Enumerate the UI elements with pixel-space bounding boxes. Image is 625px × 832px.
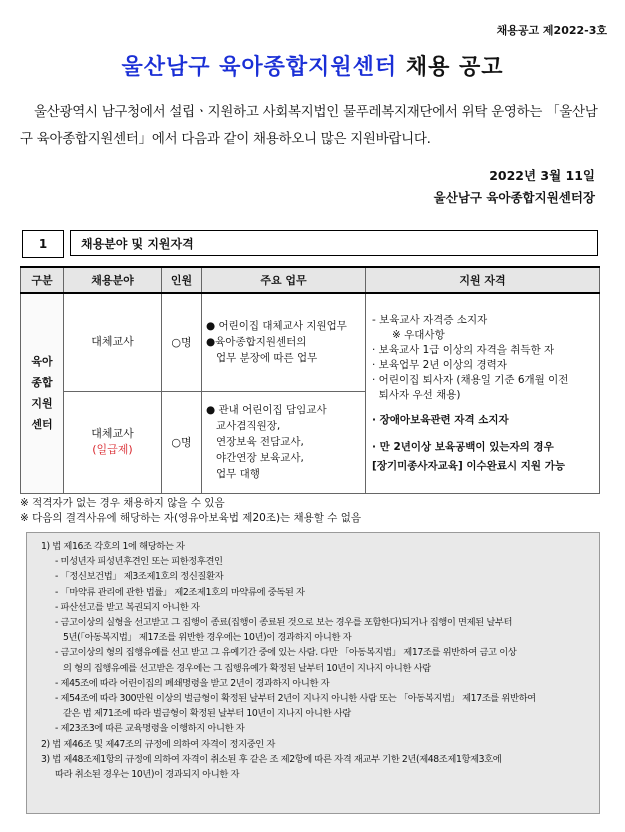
category-line: 육아 (31, 355, 53, 369)
notice-date: 2022년 3월 11일 (489, 168, 595, 183)
disqualification-item: - 금고이상의 형의 집행유예를 선고 받고 그 유예기간 중에 있는 사람. 다만 「아동복지법」 제17조를 위반하여 금고 이상 (55, 647, 517, 659)
section-title: 채용분야 및 지원자격 (70, 230, 598, 256)
disqualification-item: - 파산선고를 받고 복권되지 아니한 자 (55, 601, 200, 613)
duty-line: 교사겸직원장, (206, 420, 281, 432)
disqualification-item: 5년(「아동복지법」 제17조를 위반한 경우에는 10년)이 경과하지 아니한 자 (63, 632, 352, 644)
disqualification-item: - 「정신보건법」 제3조제1호의 정신질환자 (55, 571, 224, 583)
notice-number: 채용공고 제2022-3호 (496, 24, 607, 37)
disqualification-item: 따라 취소된 경우는 10년)이 경과되지 아니한 자 (55, 769, 240, 781)
category-line: 종합 (31, 376, 53, 390)
field-subtype: (일급제) (92, 443, 133, 456)
issuer-name: 울산남구 육아종합지원센터장 (433, 190, 595, 205)
count-cell: ○명 (162, 391, 202, 493)
qualification-line: · 보육교사 1급 이상의 자격을 취득한 자 (372, 343, 555, 356)
count-cell: ○명 (162, 293, 202, 391)
qualification-line: - 보육교사 자격증 소지자 (372, 313, 488, 326)
qualification-line: 퇴사자 우선 채용) (372, 388, 461, 401)
disqualification-item: 1) 법 제16조 각호의 1에 해당하는 자 (41, 541, 185, 552)
duty-line: ● 어린이집 대체교사 지원업무 (206, 320, 347, 333)
table-header-row (21, 267, 600, 293)
disqualification-item: - 제23조3에 따른 교육명령을 이행하지 아니한 자 (55, 723, 245, 735)
duty-line: ●육아종합지원센터의 (206, 336, 307, 349)
disqualification-item: 같은 법 제71조에 따라 벌금형이 확정된 날부터 10년이 지나지 아니한 사람 (63, 708, 351, 720)
duties-cell (202, 391, 366, 493)
category-line: 지원 (31, 397, 53, 411)
qualification-line: · 만 2년이상 보육공백이 있는자의 경우 (372, 440, 554, 453)
category-line: 센터 (31, 418, 53, 432)
page-title (0, 50, 625, 81)
header-field: 채용분야 (64, 267, 162, 293)
disqualification-item: - 금고이상의 실형을 선고받고 그 집행이 종료(집행이 종료된 것으로 보는 경우를 포함한다)되거나 집행이 면제된 날부터 (55, 617, 513, 629)
title-center-name: 울산남구 육아종합지원센터 (121, 55, 398, 80)
qualifications-cell (366, 293, 600, 493)
section-number: 1 (22, 230, 64, 258)
qualification-line: ※ 우대사항 (392, 328, 445, 341)
disqualification-item: - 「마약류 관리에 관한 법률」 제2조제1호의 마약류에 중독된 자 (55, 586, 305, 598)
disqualification-box (26, 532, 600, 814)
disqualification-item: - 제45조에 따라 어린이집의 폐쇄명령을 받고 2년이 경과하지 아니한 자 (55, 677, 330, 689)
qualification-line: [장기미종사자교육] 이수완료시 지원 가능 (372, 459, 565, 472)
field-cell (64, 391, 162, 493)
duty-line: 업무 분장에 따른 업무 (206, 352, 318, 365)
qualification-line: · 보육업무 2년 이상의 경력자 (372, 358, 507, 371)
duty-line: ● 관내 어린이집 담임교사 (206, 404, 327, 416)
disqualification-item: 의 형의 집행유예를 선고받은 경우에는 그 집행유예가 확정된 날부터 10년이 지나지 아니한 사람 (63, 662, 431, 674)
qualification-line: · 어린이집 퇴사자 (채용일 기준 6개월 이전 (372, 373, 569, 386)
notes (20, 496, 361, 526)
disqualification-item: 2) 법 제46조 및 제47조의 규정에 의하여 자격이 정지중인 자 (41, 738, 275, 750)
title-notice-word: 채용 공고 (405, 55, 504, 80)
header-count: 인원 (162, 267, 202, 293)
intro-paragraph: 울산광역시 남구청에서 설립ㆍ지원하고 사회복지법인 물푸레복지재단에서 위탁 운영하는 「울산남구 육아종합지원센터」에서 다음과 같이 채용하오니 많은 지원바랍니다. (20, 104, 598, 147)
disqualification-item: - 제54조에 따라 300만원 이상의 벌금형이 확정된 날부터 2년이 지나지 아니한 사람 또는 「아동복지법」 제17조를 위반하여 (55, 693, 536, 705)
field-name: 대체교사 (91, 427, 134, 440)
field-cell (64, 293, 162, 391)
duty-line: 업무 대행 (206, 468, 260, 480)
qualification-line: · 장애아보육관련 자격 소지자 (372, 413, 509, 426)
category-cell (21, 293, 64, 493)
note-line: ※ 적격자가 없는 경우 채용하지 않을 수 있음 (20, 497, 225, 509)
header-qualifications: 지원 자격 (366, 267, 600, 293)
duties-cell (202, 293, 366, 391)
duty-line: 연장보육 전담교사, (206, 436, 304, 448)
header-category: 구분 (21, 267, 64, 293)
duty-line: 야간연장 보육교사, (206, 452, 304, 464)
header-duties: 주요 업무 (202, 267, 366, 293)
recruitment-table (20, 266, 600, 494)
disqualification-item: 3) 법 제48조제1항의 규정에 의하여 자격이 취소된 후 같은 조 제2항에 따른 자격 재교부 기한 2년(제48조제1항제3호에 (41, 753, 502, 765)
note-line: ※ 다음의 결격사유에 해당하는 자(영유아보육법 제20조)는 채용할 수 없음 (20, 512, 362, 524)
disqualification-item: - 미성년자 피성년후견인 또는 피한정후견인 (55, 556, 223, 568)
field-name: 대체교사 (91, 335, 134, 349)
table-row (21, 293, 600, 391)
